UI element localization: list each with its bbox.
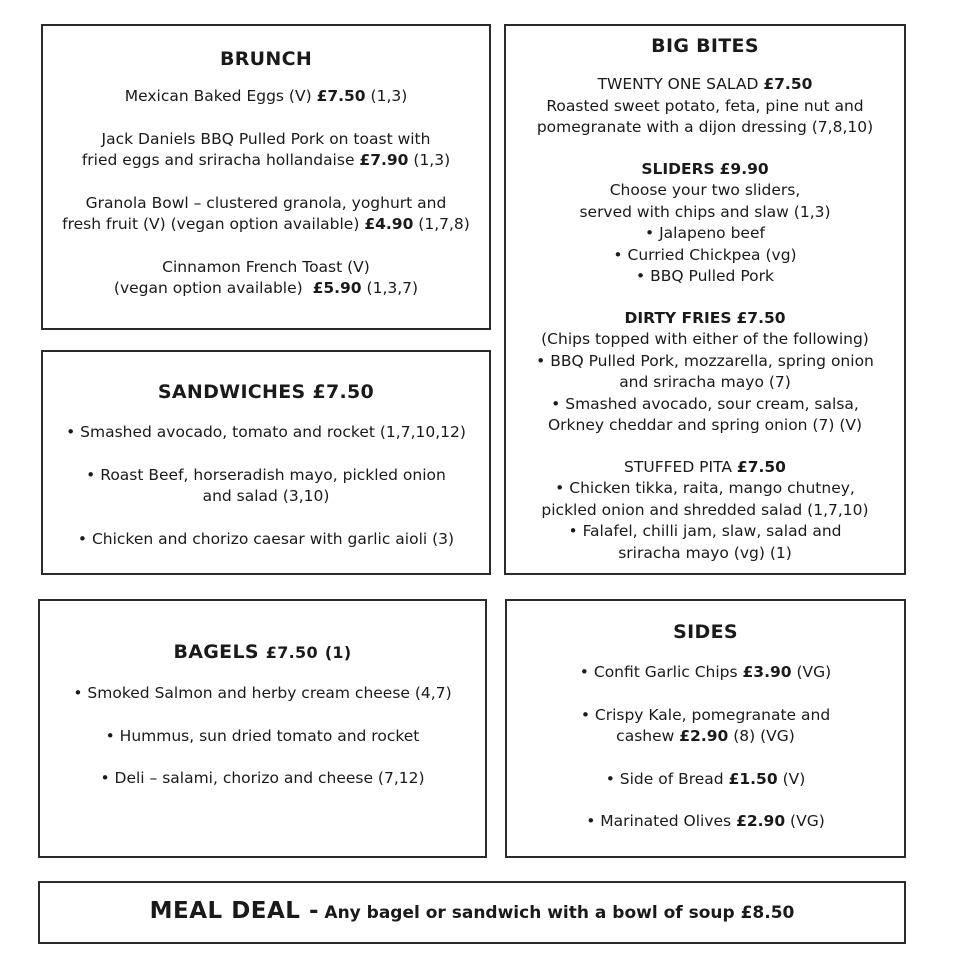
price: £3.90 <box>742 663 792 681</box>
price: £2.90 <box>736 812 786 830</box>
list-item: • Crispy Kale, pomegranate and cashew £2.90 (8) (VG) <box>580 705 831 745</box>
menu-item: Mexican Baked Eggs (V) £7.50 (1,3) <box>124 87 408 105</box>
twenty-one-salad: TWENTY ONE SALAD £7.50 Roasted sweet potato, feta, pine nut and pomegranate with a dijon dressing (7,8,10) <box>536 75 874 136</box>
list-item: • Chicken and chorizo caesar with garlic aioli (3) <box>77 529 455 548</box>
slider-option: • Curried Chickpea (vg) <box>613 245 797 264</box>
menu-item: Jack Daniels BBQ Pulled Pork on toast with fried eggs and sriracha hollandaise £7.90 (1,3) <box>81 129 451 169</box>
slider-option: • BBQ Pulled Pork <box>636 267 774 285</box>
bagels-title: BAGELS £7.50 (1) <box>173 641 352 663</box>
price: £4.90 <box>364 215 414 233</box>
sides-title: SIDES <box>673 621 738 643</box>
price: £5.90 <box>312 279 362 297</box>
price: £7.90 <box>359 151 409 169</box>
big-bites-title: BIG BITES <box>651 35 759 57</box>
menu-item: Cinnamon French Toast (V) (vegan option available) £5.90 (1,3,7) <box>113 257 419 297</box>
price: £7.50 <box>763 75 813 93</box>
price: £9.90 <box>719 159 769 178</box>
menu-item: Granola Bowl – clustered granola, yoghurt and fresh fruit (V) (vegan option available) £4.90 (1,7,8) <box>62 193 470 233</box>
bagels-section <box>38 599 487 858</box>
stuffed-pita: STUFFED PITA £7.50 • Chicken tikka, raita, mango chutney, pickled onion and shredded salad (1,7,10) • Falafel, chilli jam, slaw, salad and sriracha mayo (vg) (1) <box>541 457 869 562</box>
list-item: • Smoked Salmon and herby cream cheese (4,7) <box>73 684 452 702</box>
dirty-fries: DIRTY FRIES £7.50 (Chips topped with either of the following) • BBQ Pulled Pork, mozzarella, spring onion and sriracha mayo (7) • Smashed avocado, sour cream, salsa, Orkney cheddar and spring onion (7) (V) <box>536 308 874 434</box>
price: £1.50 <box>728 769 778 788</box>
meal-deal-title: MEAL DEAL - <box>149 898 319 924</box>
list-item: • Deli – salami, chorizo and cheese (7,12) <box>100 769 425 787</box>
list-item: • Smashed avocado, tomato and rocket (1,7,10,12) <box>66 423 466 441</box>
price: £7.50 <box>265 643 318 662</box>
meal-deal-text: Any bagel or sandwich with a bowl of soup £8.50 <box>324 903 795 923</box>
slider-option: • Jalapeno beef <box>645 224 765 242</box>
list-item: • Marinated Olives £2.90 (VG) <box>586 812 825 830</box>
big-bites-section <box>504 24 906 575</box>
price: £7.50 <box>312 381 375 403</box>
price: £7.50 <box>316 87 366 105</box>
price: £2.90 <box>679 727 729 745</box>
sides-section <box>505 599 906 858</box>
sliders: SLIDERS £9.90 Choose your two sliders, served with chips and slaw (1,3) • Jalapeno beef • Curried Chickpea (vg) • BBQ Pulled Pork <box>506 159 904 288</box>
sandwiches-section <box>41 350 491 575</box>
brunch-section <box>41 24 491 330</box>
list-item: • Roast Beef, horseradish mayo, pickled onion and salad (3,10) <box>86 465 446 505</box>
meal-deal-banner <box>38 881 906 944</box>
list-item: • Side of Bread £1.50 (V) <box>605 769 806 788</box>
sandwiches-title: SANDWICHES £7.50 <box>157 381 375 403</box>
list-item: • Hummus, sun dried tomato and rocket <box>105 726 420 745</box>
list-item: • Confit Garlic Chips £3.90 (VG) <box>579 663 832 681</box>
brunch-title: BRUNCH <box>219 48 313 70</box>
price: £7.50 <box>736 457 786 476</box>
price: £7.50 <box>736 308 786 327</box>
